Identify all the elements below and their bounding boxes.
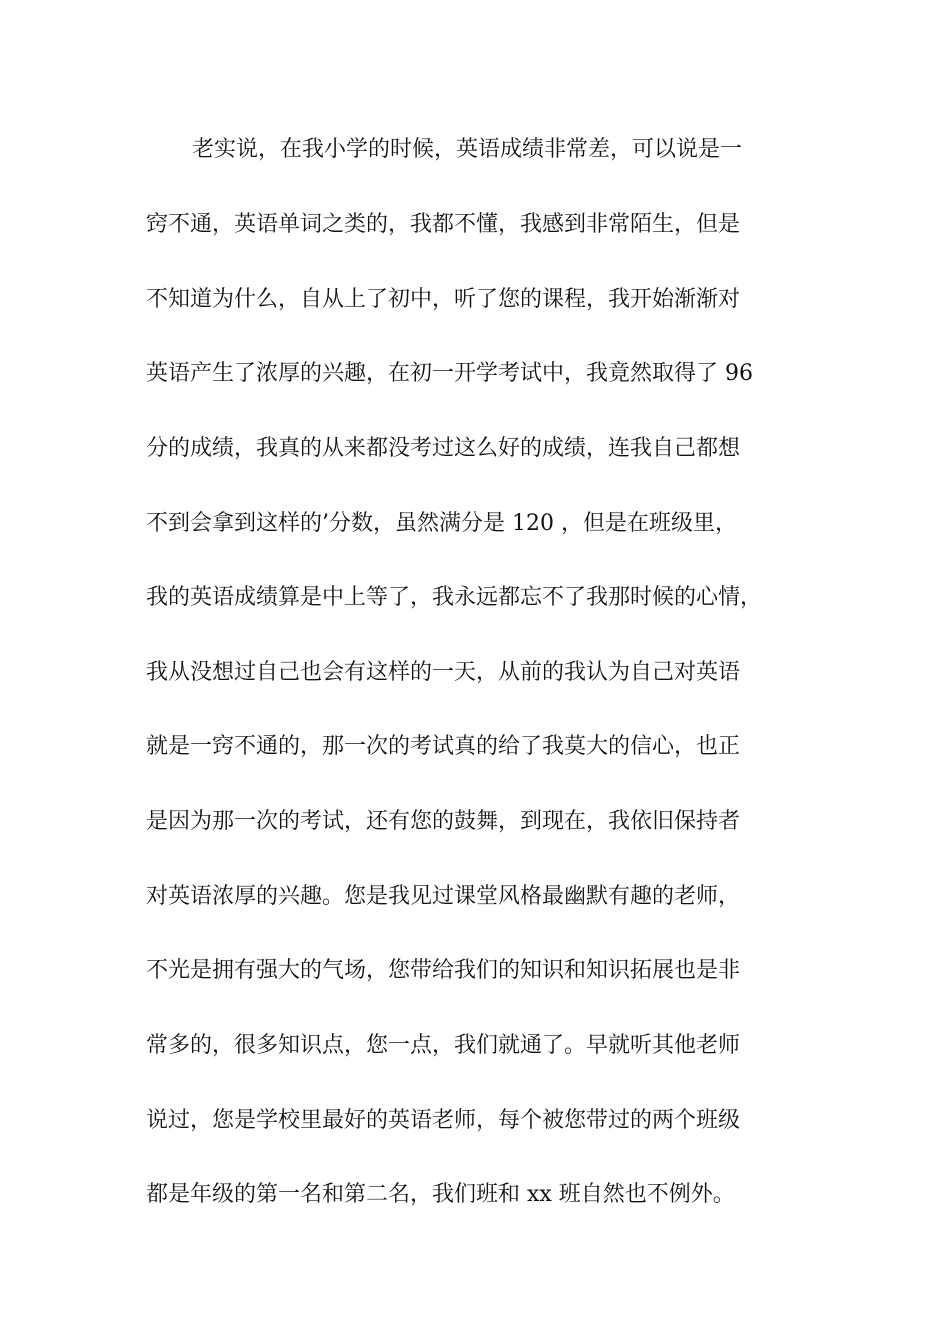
text-line: 都是年级的第一名和第二名，我们班和 xx 班自然也不例外。: [146, 1182, 735, 1207]
text-line: 我从没想过自己也会有这样的一天，从前的我认为自己对英语: [146, 660, 741, 685]
text-line: 英语产生了浓厚的兴趣，在初一开学考试中，我竟然取得了 96: [146, 361, 753, 386]
text-line: 窍不通，英语单词之类的，我都不懂，我感到非常陌生，但是: [146, 212, 741, 237]
text-line: 是因为那一次的考试，还有您的鼓舞，到现在，我依旧保持者: [146, 809, 741, 834]
text-line: 不光是拥有强大的气场，您带给我们的知识和知识拓展也是非: [146, 958, 741, 983]
text-line: 不知道为什么，自从上了初中，听了您的课程，我开始渐渐对: [146, 287, 741, 312]
text-line: 我的英语成绩算是中上等了，我永远都忘不了我那时候的心情，: [146, 585, 763, 610]
text-line: 对英语浓厚的兴趣。您是我见过课堂风格最幽默有趣的老师，: [146, 884, 741, 909]
text-line: 常多的，很多知识点，您一点，我们就通了。早就听其他老师: [146, 1033, 741, 1058]
text-line: 分的成绩，我真的从来都没考过这么好的成绩，连我自己都想: [146, 436, 741, 461]
text-line: 说过，您是学校里最好的英语老师，每个被您带过的两个班级: [146, 1108, 741, 1133]
text-line: 就是一窍不通的，那一次的考试真的给了我莫大的信心，也正: [146, 734, 741, 759]
text-line: 不到会拿到这样的’分数，虽然满分是 120 ，但是在班级里，: [146, 511, 737, 536]
text-line: 老实说，在我小学的时候，英语成绩非常差，可以说是一: [192, 137, 743, 162]
